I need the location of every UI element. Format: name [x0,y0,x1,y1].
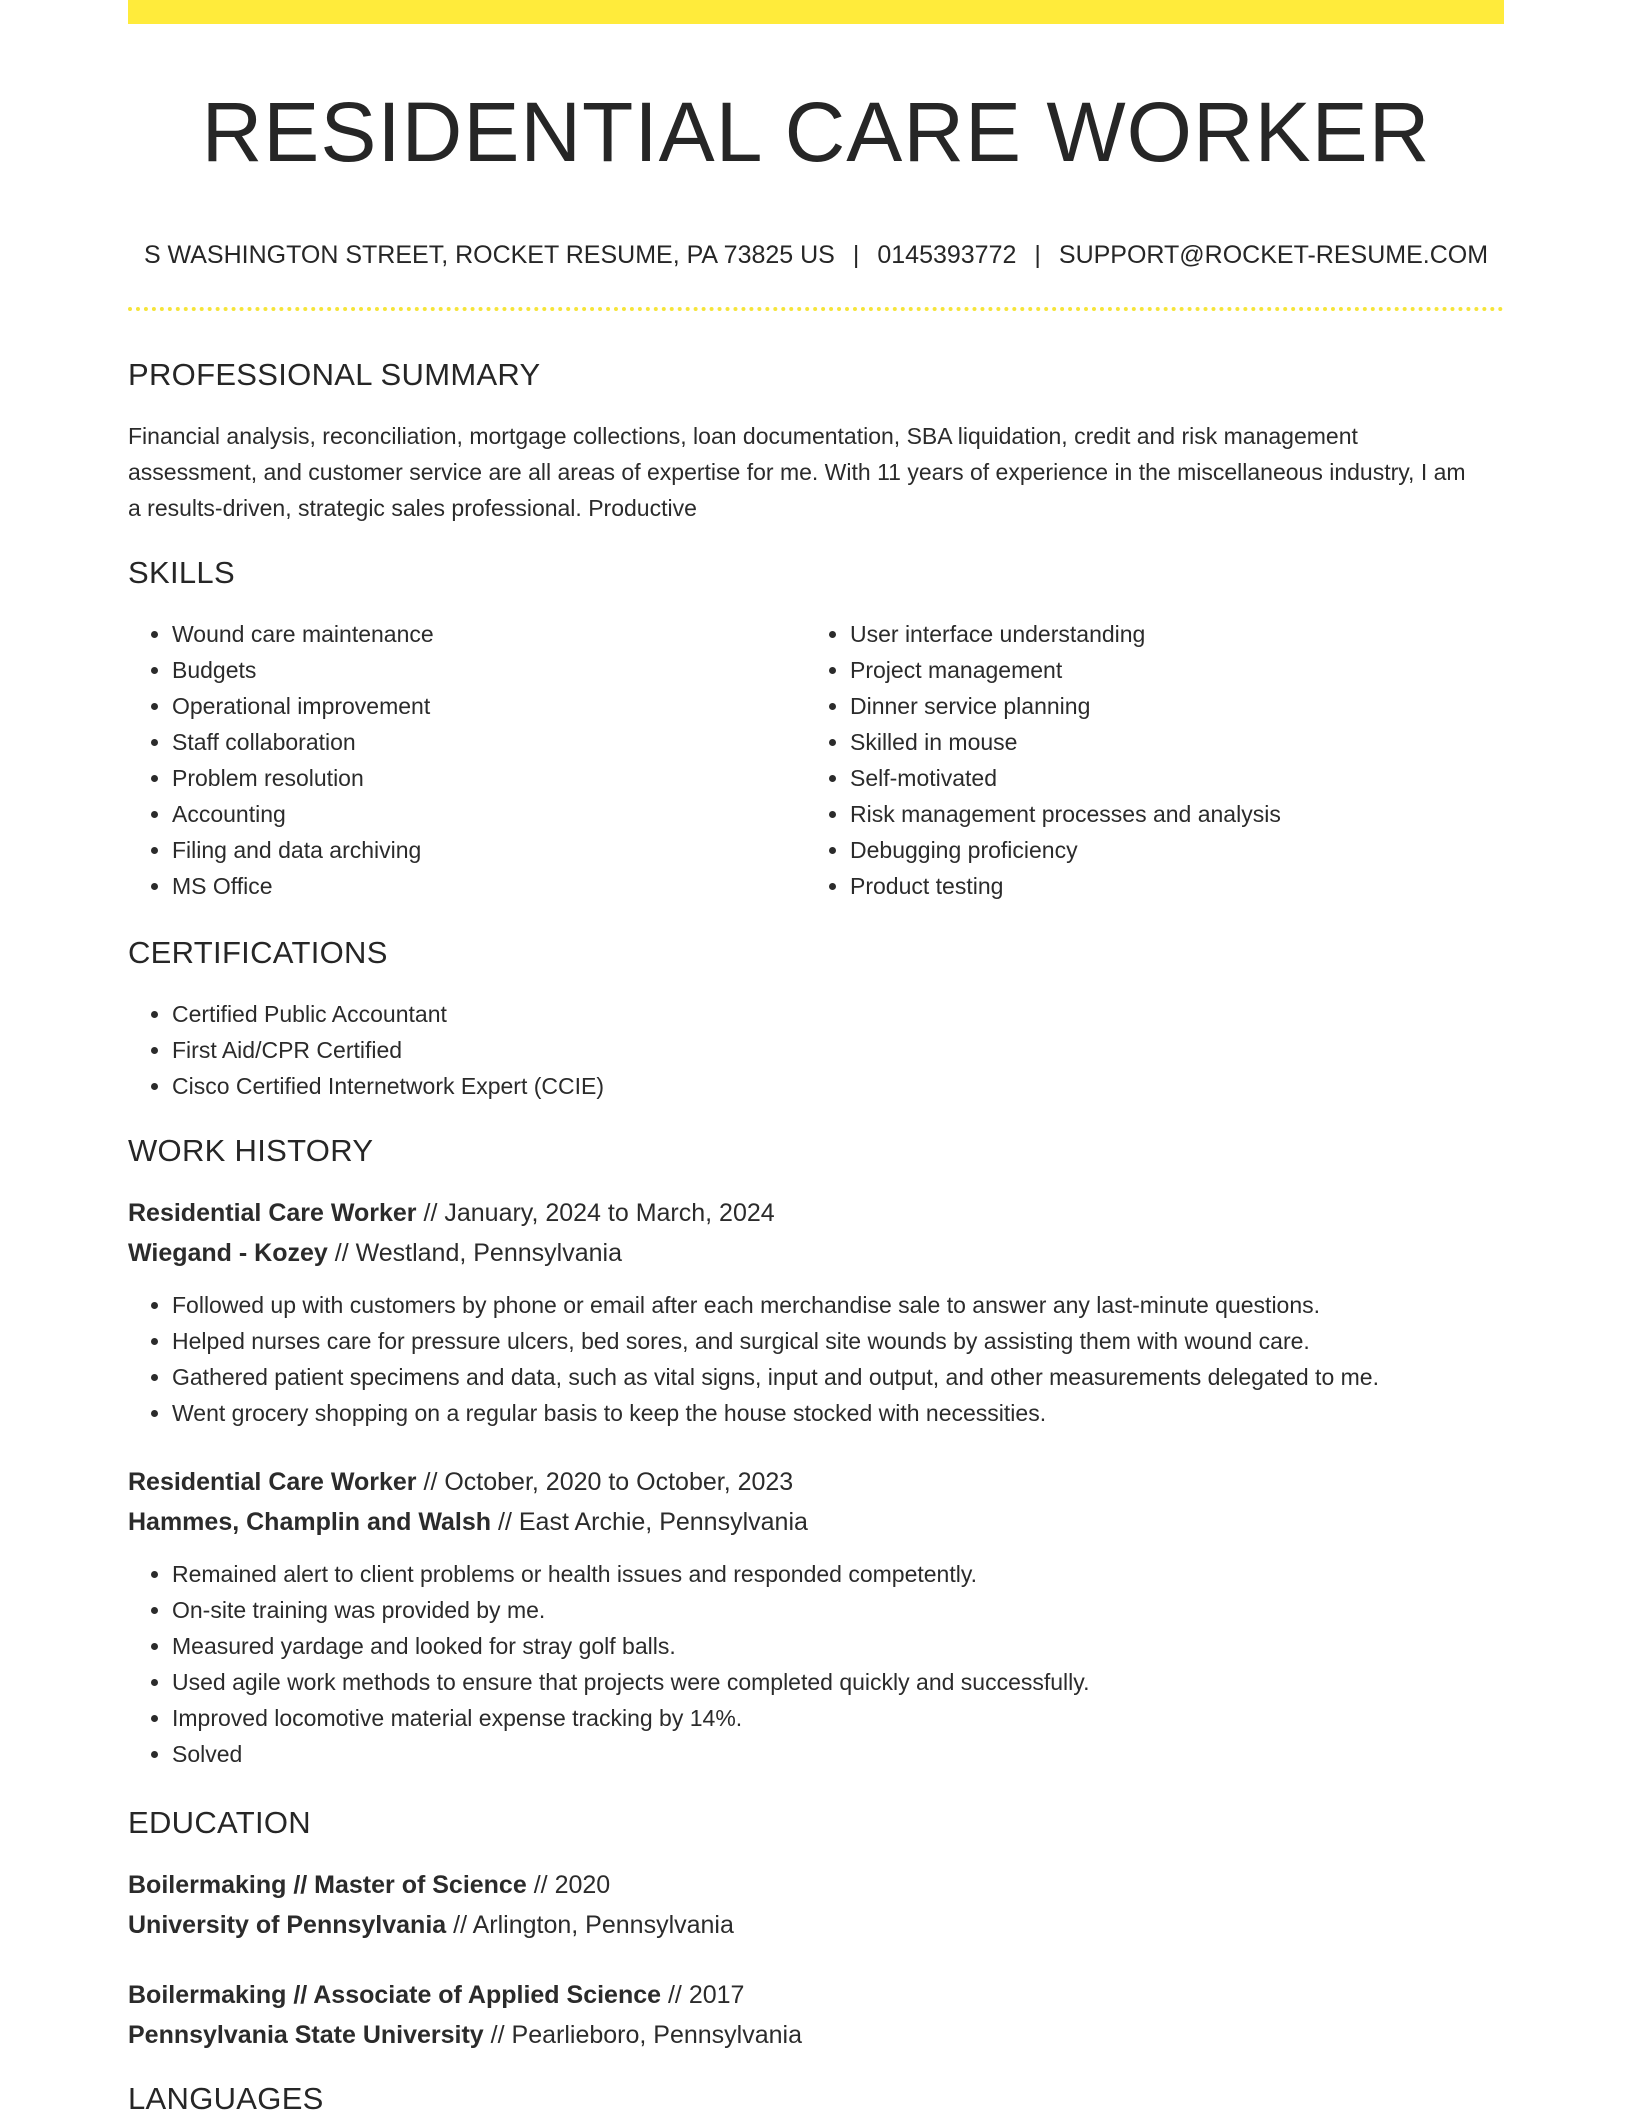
job-company-line [128,1233,622,1273]
section-title-education: EDUCATION [128,1805,311,1840]
skill-item: • Risk management processes and analysis [850,796,1490,832]
skills-list-left [128,616,772,904]
education-location: Arlington, Pennsylvania [472,1911,734,1939]
education-school-line [128,2015,802,2055]
job-dates: January, 2024 to March, 2024 [444,1199,775,1227]
certification-item: • First Aid/CPR Certified [172,1032,1472,1068]
job-location: East Archie, Pennsylvania [518,1508,808,1536]
section-title-languages: LANGUAGES [128,2081,324,2116]
email-link[interactable]: SUPPORT@ROCKET-RESUME.COM [1058,241,1489,269]
education-separator: // [667,1981,682,2009]
education-separator: // [453,1911,468,1939]
job-bullet: • On-site training was provided by me. [172,1592,1548,1628]
skill-item: • Problem resolution [172,760,772,796]
job-bullet: • Followed up with customers by phone or email after each merchandise sale to answer any last-minute questions. [172,1287,1548,1323]
job-bullet: • Remained alert to client problems or health issues and responded competently. [172,1556,1548,1592]
education-location: Pearlieboro, Pennsylvania [511,2021,802,2049]
job-bullet: • Used agile work methods to ensure that projects were completed quickly and successfully. [172,1664,1548,1700]
job-separator: // [498,1508,512,1536]
skill-item: • Product testing [850,868,1490,904]
section-title-summary: PROFESSIONAL SUMMARY [128,357,541,392]
skill-item: • Operational improvement [172,688,772,724]
education-separator: // [490,2021,505,2049]
address-text: S WASHINGTON STREET, ROCKET RESUME, PA 73825 US [143,241,835,269]
job-separator: // [423,1468,438,1496]
contact-line [128,238,1504,272]
education-degree: Boilermaking // Master of Science [128,1871,527,1899]
job-role: Residential Care Worker [128,1199,417,1227]
job-company-line [128,1502,808,1542]
education-school: Pennsylvania State University [128,2021,484,2049]
job-bullet: • Measured yardage and looked for stray golf balls. [172,1628,1548,1664]
education-year: 2020 [554,1871,611,1899]
job-bullet: • Gathered patient specimens and data, such as vital signs, input and output, and other measurements delegated to me. [172,1359,1548,1395]
job-role: Residential Care Worker [128,1468,417,1496]
job-title-line [128,1193,775,1233]
phone-text: 0145393772 [877,241,1017,269]
skill-item: • Debugging proficiency [850,832,1490,868]
certification-item: • Certified Public Accountant [172,996,1472,1032]
accent-top-bar [128,0,1504,24]
candidate-name: RESIDENTIAL CARE WORKER [201,85,1431,179]
skill-item: • Filing and data archiving [172,832,772,868]
job-dates: October, 2020 to October, 2023 [444,1468,794,1496]
job-bullet: • Went grocery shopping on a regular basis to keep the house stocked with necessities. [172,1395,1548,1431]
certifications-list [128,996,1472,1104]
skill-item: • Wound care maintenance [172,616,772,652]
education-school-line [128,1905,734,1945]
section-title-skills: SKILLS [128,555,235,590]
job-bullet: • Solved [172,1736,1548,1772]
job-separator: // [334,1239,349,1267]
education-degree: Boilermaking // Associate of Applied Science [128,1981,662,2009]
skill-item: • Project management [850,652,1490,688]
job-bullet: • Improved locomotive material expense tracking by 14%. [172,1700,1548,1736]
education-year: 2017 [688,1981,745,2009]
skill-item: • Self-motivated [850,760,1490,796]
section-title-work-history: WORK HISTORY [128,1133,374,1168]
education-separator: // [533,1871,548,1899]
header-divider [128,307,1504,311]
skill-item: • MS Office [172,868,772,904]
skill-item: • Skilled in mouse [850,724,1490,760]
job-company: Wiegand - Kozey [128,1239,328,1267]
skill-item: • Staff collaboration [172,724,772,760]
summary-text: Financial analysis, reconciliation, mortgage collections, loan documentation, SBA liquidation, credit and risk management assessment, and customer service are all areas of expertise for me. With 11 years of experience in the miscellaneous industry, I am a results-driven, strategic sales professional. Productive [128,423,1466,521]
skill-item: • Accounting [172,796,772,832]
contact-separator: | [852,241,860,269]
certification-item: • Cisco Certified Internetwork Expert (CCIE) [172,1068,1472,1104]
education-school: University of Pennsylvania [128,1911,447,1939]
skills-list-right [806,616,1490,904]
job-title-line [128,1462,793,1502]
education-degree-line [128,1975,744,2015]
skill-item: • Budgets [172,652,772,688]
job-company: Hammes, Champlin and Walsh [128,1508,492,1536]
education-degree-line [128,1865,610,1905]
job-location: Westland, Pennsylvania [355,1239,622,1267]
skill-item: • User interface understanding [850,616,1490,652]
contact-separator: | [1034,241,1041,269]
skill-item: • Dinner service planning [850,688,1490,724]
job-bullets [128,1287,1548,1431]
section-title-certifications: CERTIFICATIONS [128,935,388,970]
job-bullets [128,1556,1548,1772]
job-bullet: • Helped nurses care for pressure ulcers, bed sores, and surgical site wounds by assisting them with wound care. [172,1323,1548,1359]
job-separator: // [423,1199,438,1227]
